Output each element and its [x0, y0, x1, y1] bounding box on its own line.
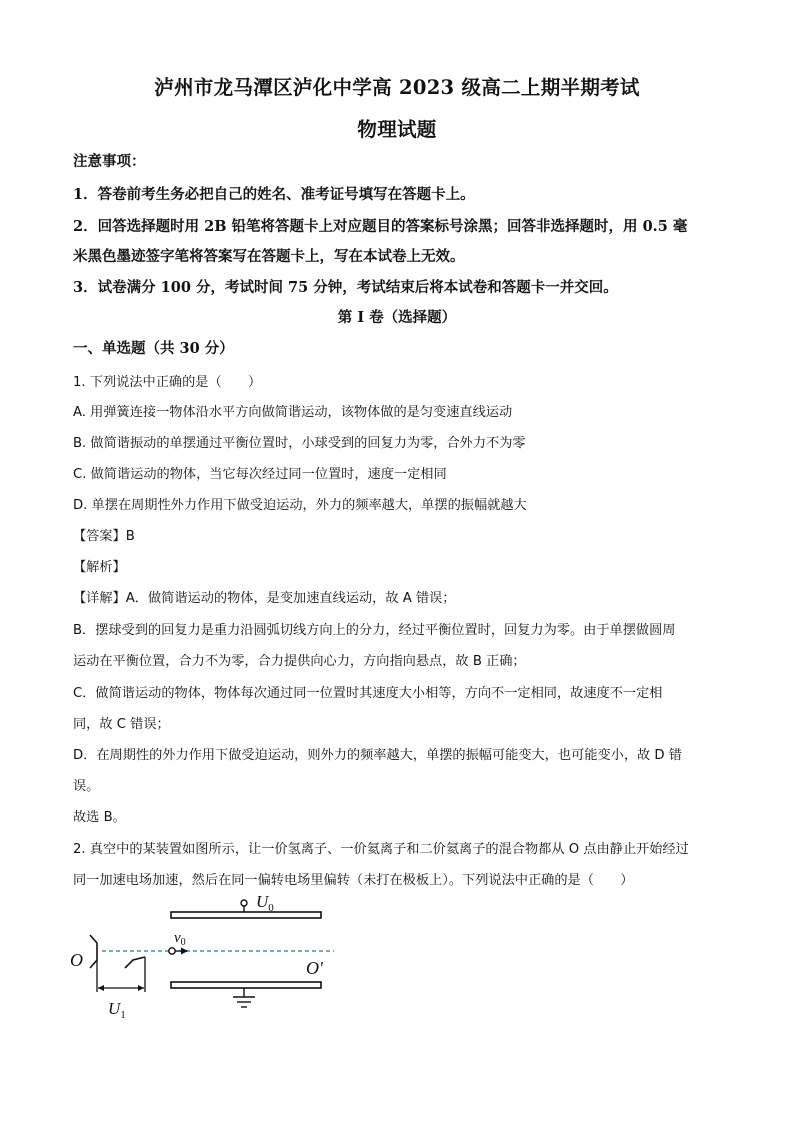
ion-particle — [169, 948, 175, 954]
left-accelerating-electrode — [90, 935, 97, 968]
label-v0: $v_0$ — [174, 930, 186, 948]
question-1-detail-d-line-2: 误。 — [73, 779, 100, 794]
question-1-detail-d-line-1: D．在周期性的外力作用下做受迫运动，则外力的频率越大，单摆的振幅可能变大，也可能变小，故 D 错 — [73, 748, 682, 763]
exam-title: 泸州市龙马潭区泸化中学高 2023 级高二上期半期考试 — [154, 76, 640, 99]
question-1-option-c: C. 做简谐运动的物体，当它每次经过同一位置时，速度一定相同 — [73, 467, 447, 482]
notice-item-3: 3．试卷满分 100 分，考试时间 75 分钟，考试结束后将本试卷和答题卡一并交回。 — [73, 279, 618, 296]
question-1-analysis-label: 【解析】 — [73, 560, 126, 575]
deflection-apparatus-diagram — [64, 886, 364, 1026]
notice-item-2-line-2: 米黑色墨迹签字笔将答案写在答题卡上，写在本试卷上无效。 — [73, 248, 465, 265]
notice-item-2-line-1: 2．回答选择题时用 2B 铅笔将答题卡上对应题目的答案标号涂黑；回答非选择题时，用 0.5 毫 — [73, 218, 688, 235]
question-1-stem: 1. 下列说法中正确的是（ ） — [73, 375, 262, 390]
question-1-detail-b-line-2: 运动在平衡位置，合力不为零，合力提供向心力，方向指向悬点，故 B 正确； — [73, 654, 526, 669]
question-1-option-d: D. 单摆在周期性外力作用下做受迫运动，外力的频率越大，单摆的振幅就越大 — [73, 498, 527, 513]
notice-item-1: 1．答卷前考生务必把自己的姓名、准考证号填写在答题卡上。 — [73, 186, 475, 203]
question-1-detail-c-line-2: 同，故 C 错误； — [73, 717, 170, 732]
question-1-conclusion: 故选 B。 — [73, 810, 126, 825]
label-u1: $U_1$ — [108, 999, 126, 1021]
question-1-answer: 【答案】B — [73, 529, 135, 544]
velocity-arrow-head-icon — [181, 948, 188, 955]
question-2-stem-line-1: 2. 真空中的某装置如图所示，让一价氢离子、一价氦离子和二价氦离子的混合物都从 O 点由静止开始经过 — [73, 842, 689, 857]
part-title: 第 I 卷（选择题） — [337, 309, 457, 326]
upper-plate-terminal — [241, 900, 247, 906]
notice-heading: 注意事项： — [73, 153, 146, 170]
u1-arrow-right-icon — [138, 985, 144, 991]
right-accelerating-electrode — [125, 957, 145, 968]
question-1-option-a: A. 用弹簧连接一物体沿水平方向做简谐运动，该物体做的是匀变速直线运动 — [73, 405, 513, 420]
question-1-detail-a: 【详解】A．做简谐运动的物体，是变加速直线运动，故 A 错误； — [73, 591, 456, 606]
exam-subtitle: 物理试题 — [357, 118, 437, 141]
label-o-prime: O′ — [306, 958, 323, 978]
label-o: O — [70, 950, 83, 970]
u1-arrow-left-icon — [98, 985, 104, 991]
question-1-detail-b-line-1: B．摆球受到的回复力是重力沿圆弧切线方向上的分力，经过平衡位置时，回复力为零。由于单摆做圆周 — [73, 623, 676, 638]
upper-deflection-plate — [171, 912, 321, 918]
label-u0: $U_0$ — [256, 892, 274, 914]
question-2-stem-line-2: 同一加速电场加速，然后在同一偏转电场里偏转（未打在极板上）。下列说法中正确的是（ ） — [73, 873, 634, 888]
question-1-option-b: B. 做简谐振动的单摆通过平衡位置时，小球受到的回复力为零，合外力不为零 — [73, 436, 526, 451]
section-heading: 一、单选题（共 30 分） — [73, 340, 234, 357]
lower-deflection-plate — [171, 982, 321, 988]
question-1-detail-c-line-1: C．做简谐运动的物体，物体每次通过同一位置时其速度大小相等，方向不一定相同，故速度不一定相 — [73, 686, 663, 701]
